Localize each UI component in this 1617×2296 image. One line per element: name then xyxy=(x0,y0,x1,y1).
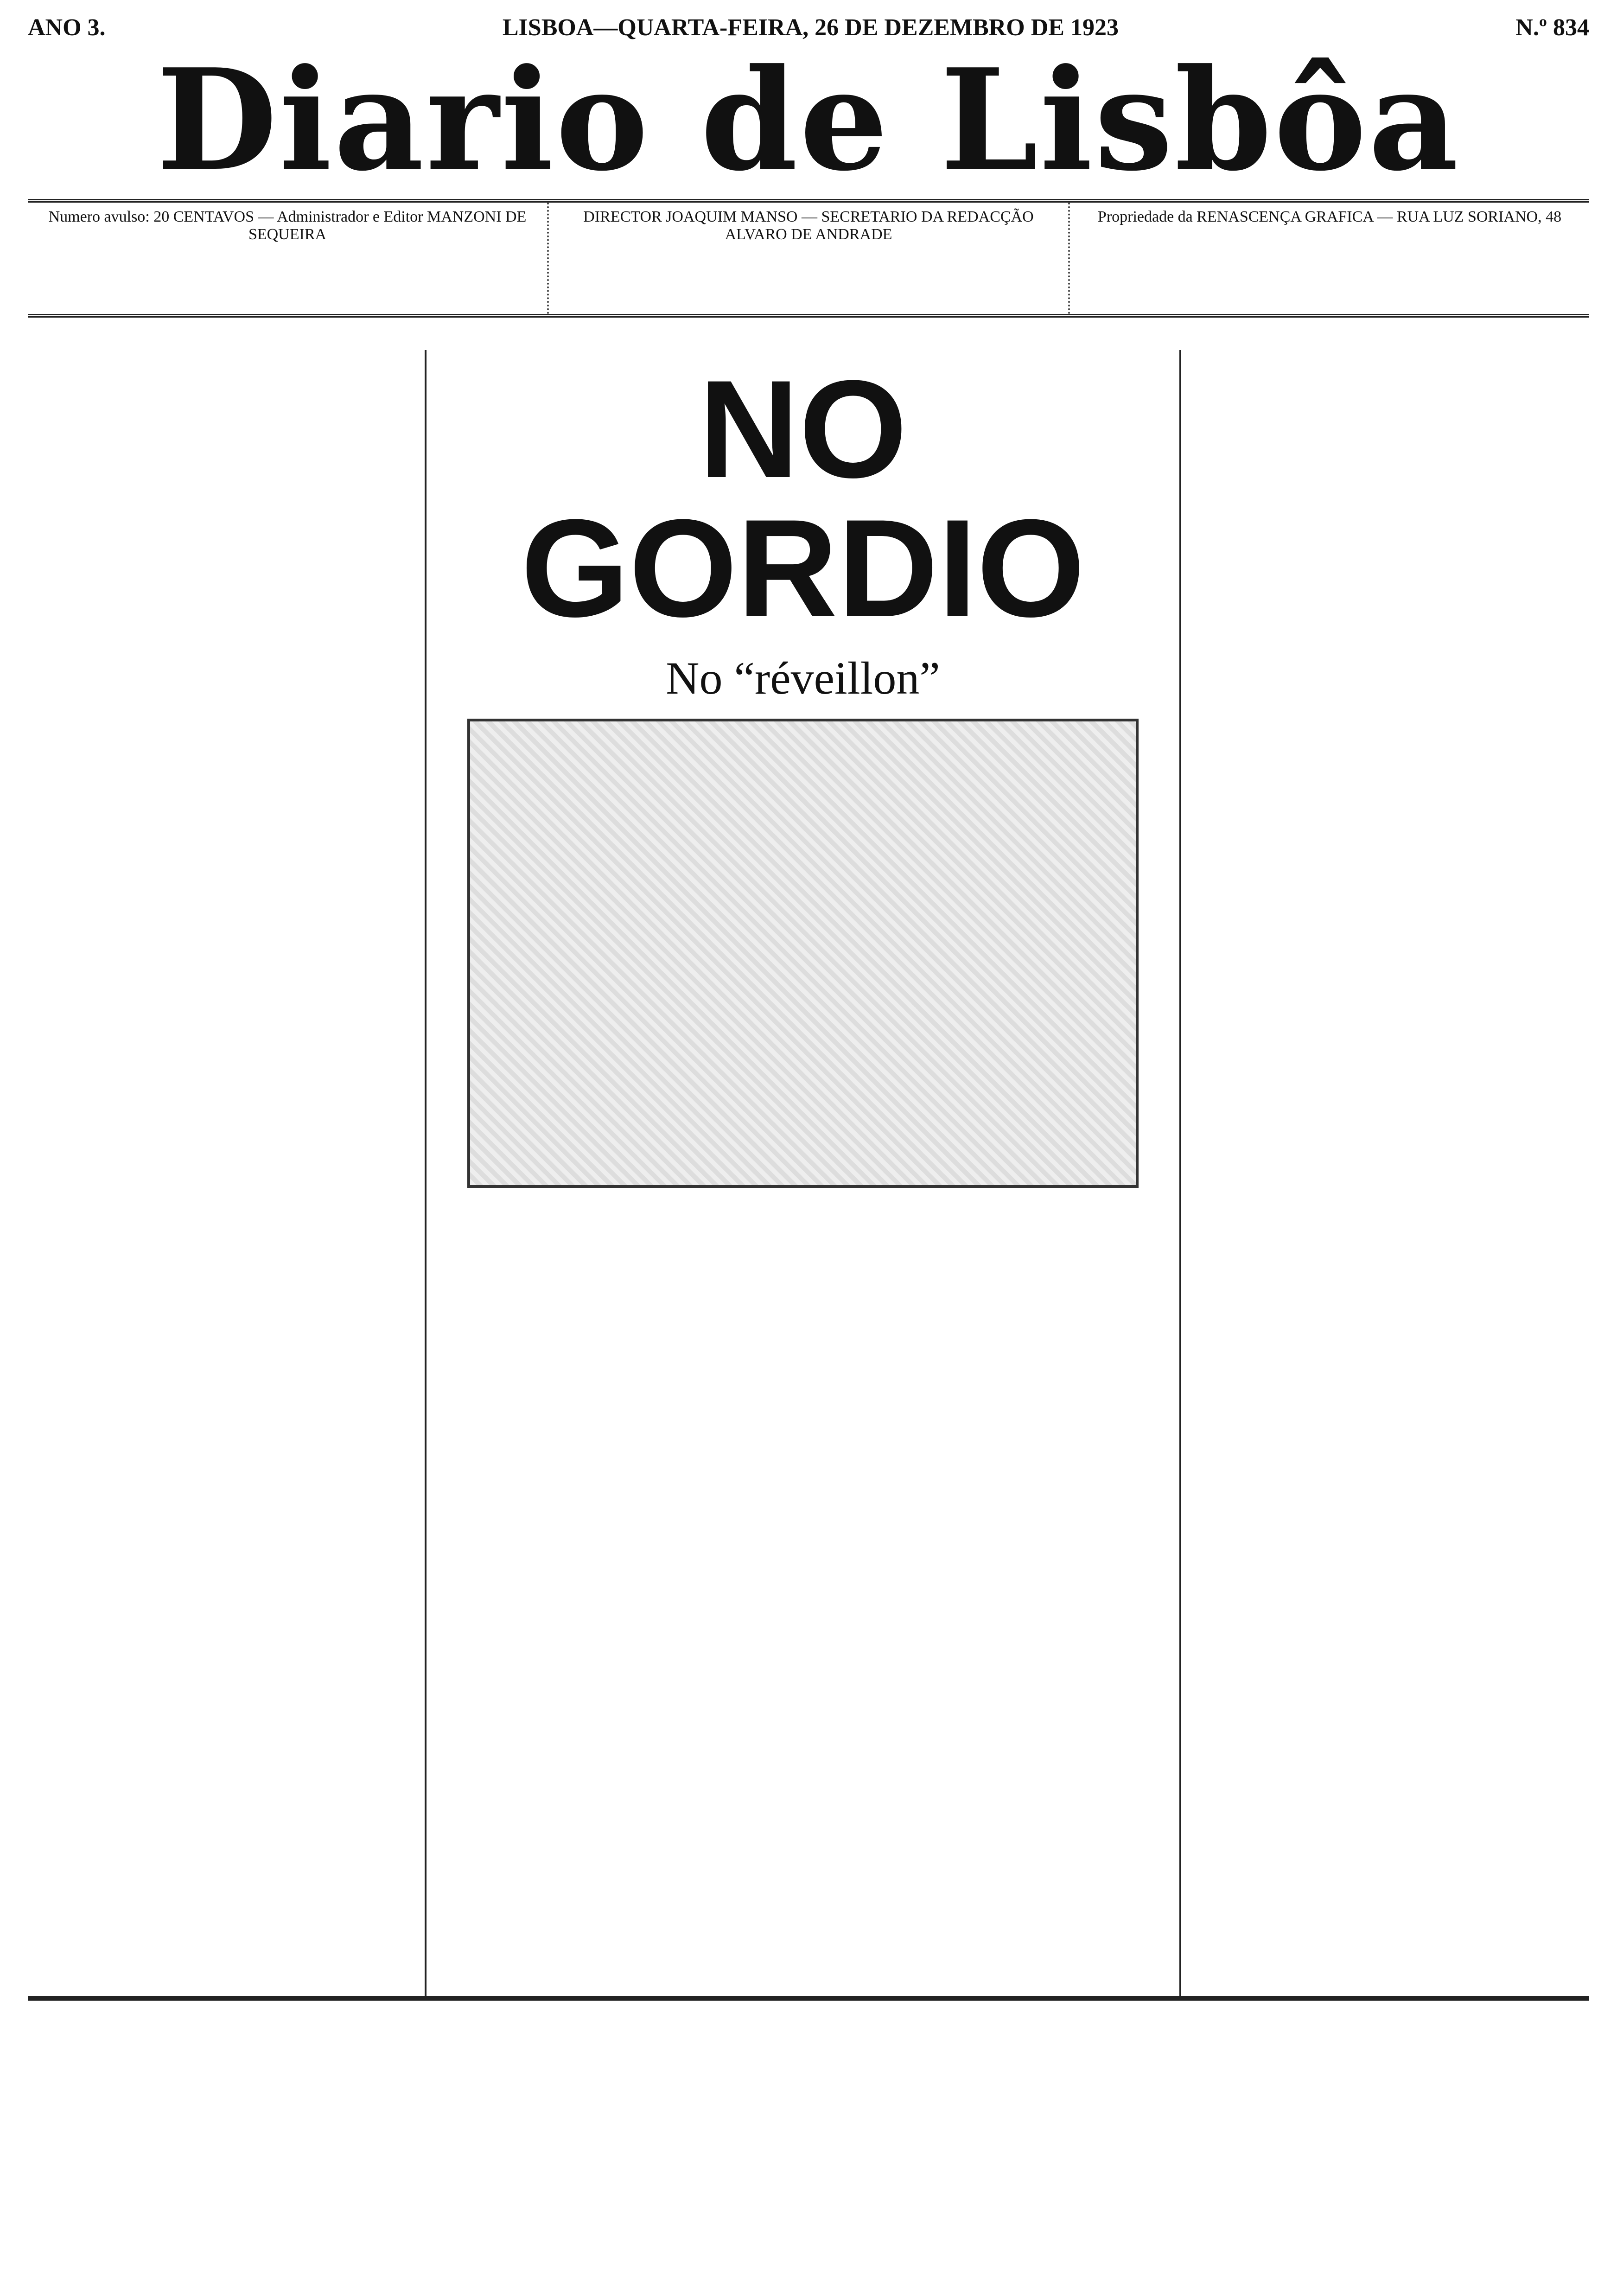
center-column xyxy=(427,350,1181,1996)
info-bar xyxy=(28,199,1589,318)
issue-year: ANO 3. xyxy=(28,14,106,41)
info-center: DIRECTOR JOAQUIM MANSO — SECRETARIO DA REDACÇÃO ALVARO DE ANDRADE xyxy=(549,203,1070,314)
date-line xyxy=(28,14,1589,41)
dateline: LISBOA—QUARTA-FEIRA, 26 DE DEZEMBRO DE 1923 xyxy=(502,14,1119,41)
issue-number: N.º 834 xyxy=(1515,14,1589,41)
masthead: Diario de Lisbôa xyxy=(156,38,1461,202)
left-column xyxy=(28,350,427,1996)
info-left: Numero avulso: 20 CENTAVOS — Administrador e Editor MANZONI DE SEQUEIRA xyxy=(28,203,549,314)
right-column xyxy=(1181,350,1589,1996)
headline: NO GORDIO xyxy=(521,351,1085,646)
illustration-title: No “réveillon” xyxy=(666,652,940,704)
dance-illustration xyxy=(467,719,1139,1188)
main-columns xyxy=(28,350,1589,2001)
info-right: Propriedade da RENASCENÇA GRAFICA — RUA LUZ SORIANO, 48 xyxy=(1097,208,1562,225)
